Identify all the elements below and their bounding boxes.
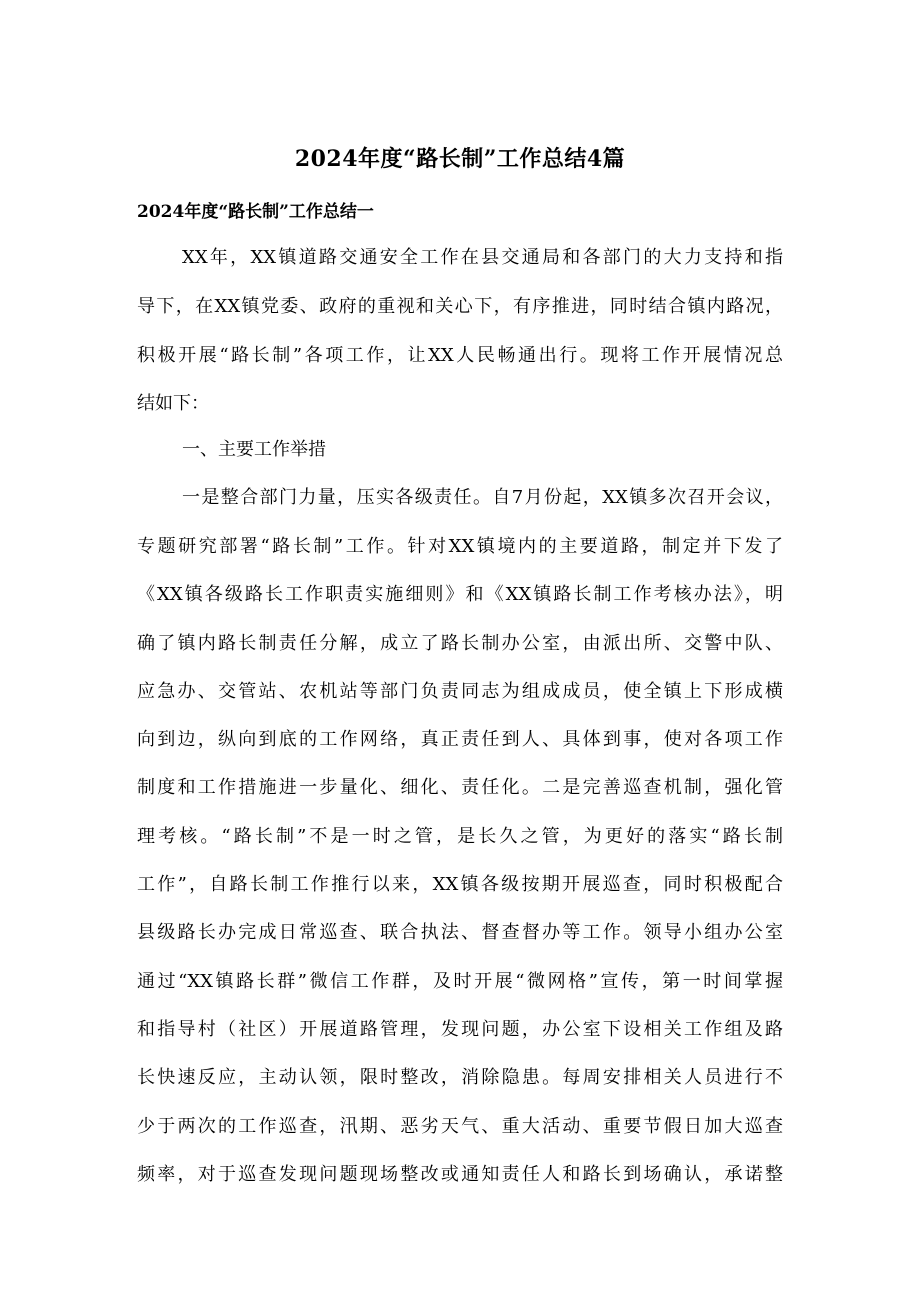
document-title: 2024年度“路长制”工作总结4篇 bbox=[294, 146, 626, 172]
paragraph-line: 向到边，纵向到底的工作网络，真正责任到人、具体到事，使对各项工作 bbox=[137, 729, 783, 750]
paragraph-line: 一是整合部门力量，压实各级责任。自7月份起，XX镇多次召开会议， bbox=[182, 487, 783, 508]
paragraph-line: 《XX镇各级路长工作职责实施细则》和《XX镇路长制工作考核办法》，明 bbox=[137, 584, 783, 605]
paragraph-line: 专题研究部署“路长制”工作。针对XX镇境内的主要道路，制定并下发了 bbox=[137, 536, 783, 557]
paragraph-line: 积极开展“路长制”各项工作，让XX人民畅通出行。现将工作开展情况总 bbox=[137, 345, 783, 366]
paragraph-line: 制度和工作措施进一步量化、细化、责任化。二是完善巡查机制，强化管 bbox=[137, 777, 783, 798]
paragraph-line: 县级路长办完成日常巡查、联合执法、督查督办等工作。领导小组办公室 bbox=[137, 922, 783, 943]
subsection-heading: 一、主要工作举措 bbox=[182, 439, 326, 460]
paragraph-line: XX年，XX镇道路交通安全工作在县交通局和各部门的大力支持和指 bbox=[182, 247, 783, 268]
paragraph-line: 应急办、交管站、农机站等部门负责同志为组成成员，使全镇上下形成横 bbox=[137, 681, 783, 702]
paragraph-line: 长快速反应，主动认领，限时整改，消除隐患。每周安排相关人员进行不 bbox=[137, 1067, 783, 1088]
paragraph-line: 导下，在XX镇党委、政府的重视和关心下，有序推进，同时结合镇内路况， bbox=[137, 296, 783, 317]
paragraph-line: 频率，对于巡查发现问题现场整改或通知责任人和路长到场确认，承诺整 bbox=[137, 1164, 783, 1185]
section-title: 2024年度“路长制”工作总结一 bbox=[137, 202, 374, 222]
paragraph-line: 和指导村（社区）开展道路管理，发现问题，办公室下设相关工作组及路 bbox=[137, 1019, 783, 1040]
paragraph-line: 通过“XX镇路长群”微信工作群，及时开展“微网格”宣传，第一时间掌握 bbox=[137, 971, 783, 992]
paragraph-line: 结如下： bbox=[137, 393, 209, 414]
paragraph-line: 确了镇内路长制责任分解，成立了路长制办公室，由派出所、交警中队、 bbox=[137, 633, 783, 654]
paragraph-line: 少于两次的工作巡查，汛期、恶劣天气、重大活动、重要节假日加大巡查 bbox=[137, 1116, 783, 1137]
paragraph-line: 工作”，自路长制工作推行以来，XX镇各级按期开展巡查，同时积极配合 bbox=[137, 874, 783, 895]
paragraph-line: 理考核。“路长制”不是一时之管，是长久之管，为更好的落实“路长制 bbox=[137, 826, 783, 847]
